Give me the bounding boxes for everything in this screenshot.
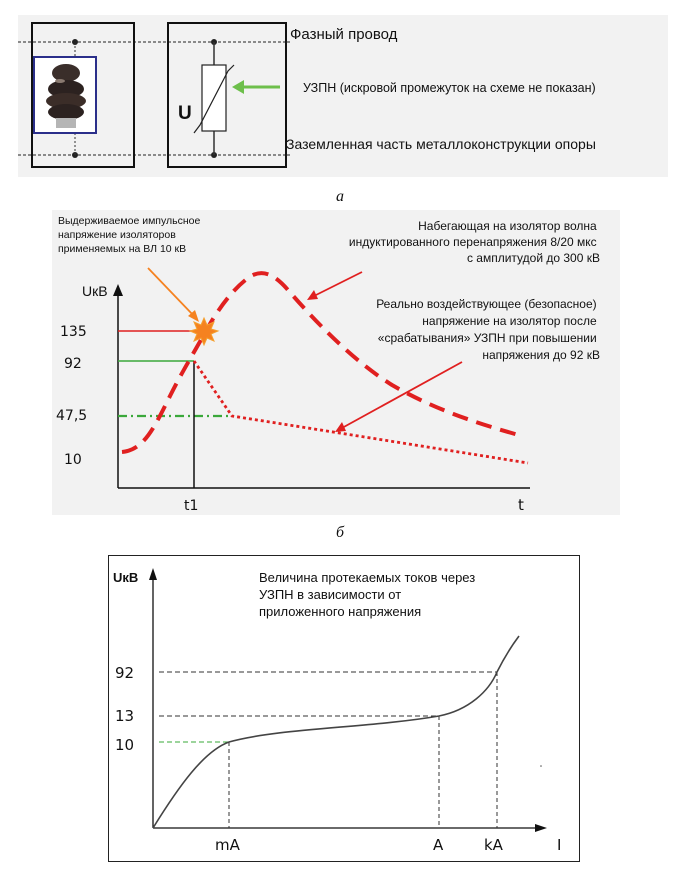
x-axis-label: I [557,836,562,854]
uzpn-label: УЗПН (искровой промежуток на схеме не показан) [303,81,596,95]
y-tick-92: 92 [64,356,82,372]
series-vac-curve [153,636,519,828]
green-arrow [232,80,280,94]
y-tick-92: 92 [115,664,135,682]
figure-c-panel [108,555,580,862]
stray-dot [540,765,542,767]
x-axis-label: t [518,496,524,514]
figure-b-chart [52,210,620,515]
insulator-node-top [72,39,78,45]
figure-c-chart [109,556,579,861]
x-tick-t1: t1 [184,498,199,514]
series-safe-dotted [194,361,528,463]
x-tick-a: A [433,836,444,854]
y-tick-10: 10 [115,736,135,754]
y-axis-label: UкВ [113,570,139,585]
annotation-wave: Набегающая на изолятор волна индуктированного перенапряжения 8/20 мкс с амплитудой до 300 кВ [348,219,600,265]
annotation-insulator: Выдерживаемое импульсное напряжение изоляторов применяемых на ВЛ 10 кВ [58,215,201,255]
x-tick-ma: mA [215,836,240,854]
y-tick-47-5: 47,5 [56,408,88,424]
x-axis-arrow [535,824,547,832]
u-label: U [178,103,192,124]
y-tick-13: 13 [115,707,135,725]
y-axis-arrow [113,284,123,296]
arrow-wave-annotation [307,272,362,300]
figure-a-panel [18,15,668,177]
description-text: Величина протекаемых токов через УЗПН в зависимости от приложенного напряжения [259,570,476,619]
y-tick-135: 135 [60,324,87,340]
annotation-safe: Реально воздействующее (безопасное) напряжение на изолятор после «срабатывания» УЗПН при повышении напряжения до 92 кВ [376,297,600,362]
figure-a-diagram [18,15,668,177]
x-tick-ka: kA [484,836,503,854]
caption-b: б [336,524,345,541]
arrow-insulator-annotation [148,268,199,322]
impulse-burst-icon [190,318,218,345]
y-axis-arrow [149,568,157,580]
uzpn-box [168,23,286,167]
caption-a: а [336,188,344,205]
y-tick-10: 10 [64,452,82,468]
figure-b-panel [52,210,620,515]
arrow-safe-annotation [335,362,462,432]
y-axis-label: UкВ [82,283,108,299]
phase-wire-label: Фазный провод [290,26,398,43]
ground-label: Заземленная часть металлоконструкции опоры [286,136,596,152]
